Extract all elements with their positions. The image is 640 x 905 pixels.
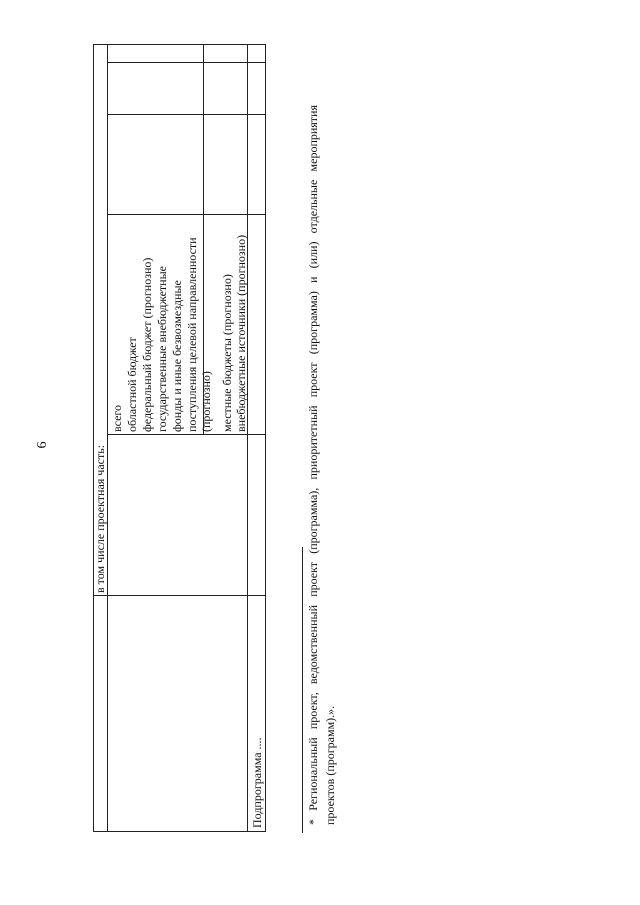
row-divider (247, 45, 248, 831)
footnote-separator (302, 547, 303, 833)
budget-table (93, 44, 266, 832)
column-divider (107, 62, 265, 63)
funding-source: внебюджетные источники (прогнозно) (234, 234, 248, 432)
footnote-line: * Региональный проект, ведомственный проект (программа), приоритетный проект (программа) и (или) отдельные мероприятия (306, 105, 320, 825)
footnote (305, 105, 339, 825)
funding-source: всего (110, 404, 124, 432)
page-number: 6 (35, 441, 50, 449)
footnote-line: проектов (программ).». (323, 705, 337, 825)
column-divider (94, 595, 265, 596)
row-divider (107, 45, 108, 831)
funding-source: (прогнозно) (199, 371, 213, 432)
funding-source: местные бюджеты (прогнозно) (220, 274, 234, 432)
funding-source: поступления целевой направленности (185, 237, 199, 432)
funding-source: областной бюджет (125, 337, 139, 432)
column-divider (107, 434, 265, 435)
section-label: в том числе проектная часть: (93, 444, 107, 593)
funding-source: федеральный бюджет (прогнозно) (140, 257, 154, 432)
subprogram-label: Подпрограмма .... (250, 737, 264, 828)
funding-source: фонды и иные безвозмездные (170, 280, 184, 432)
column-divider (107, 214, 265, 215)
column-divider (107, 114, 265, 115)
funding-source: государственные внебюджетные (155, 266, 169, 432)
